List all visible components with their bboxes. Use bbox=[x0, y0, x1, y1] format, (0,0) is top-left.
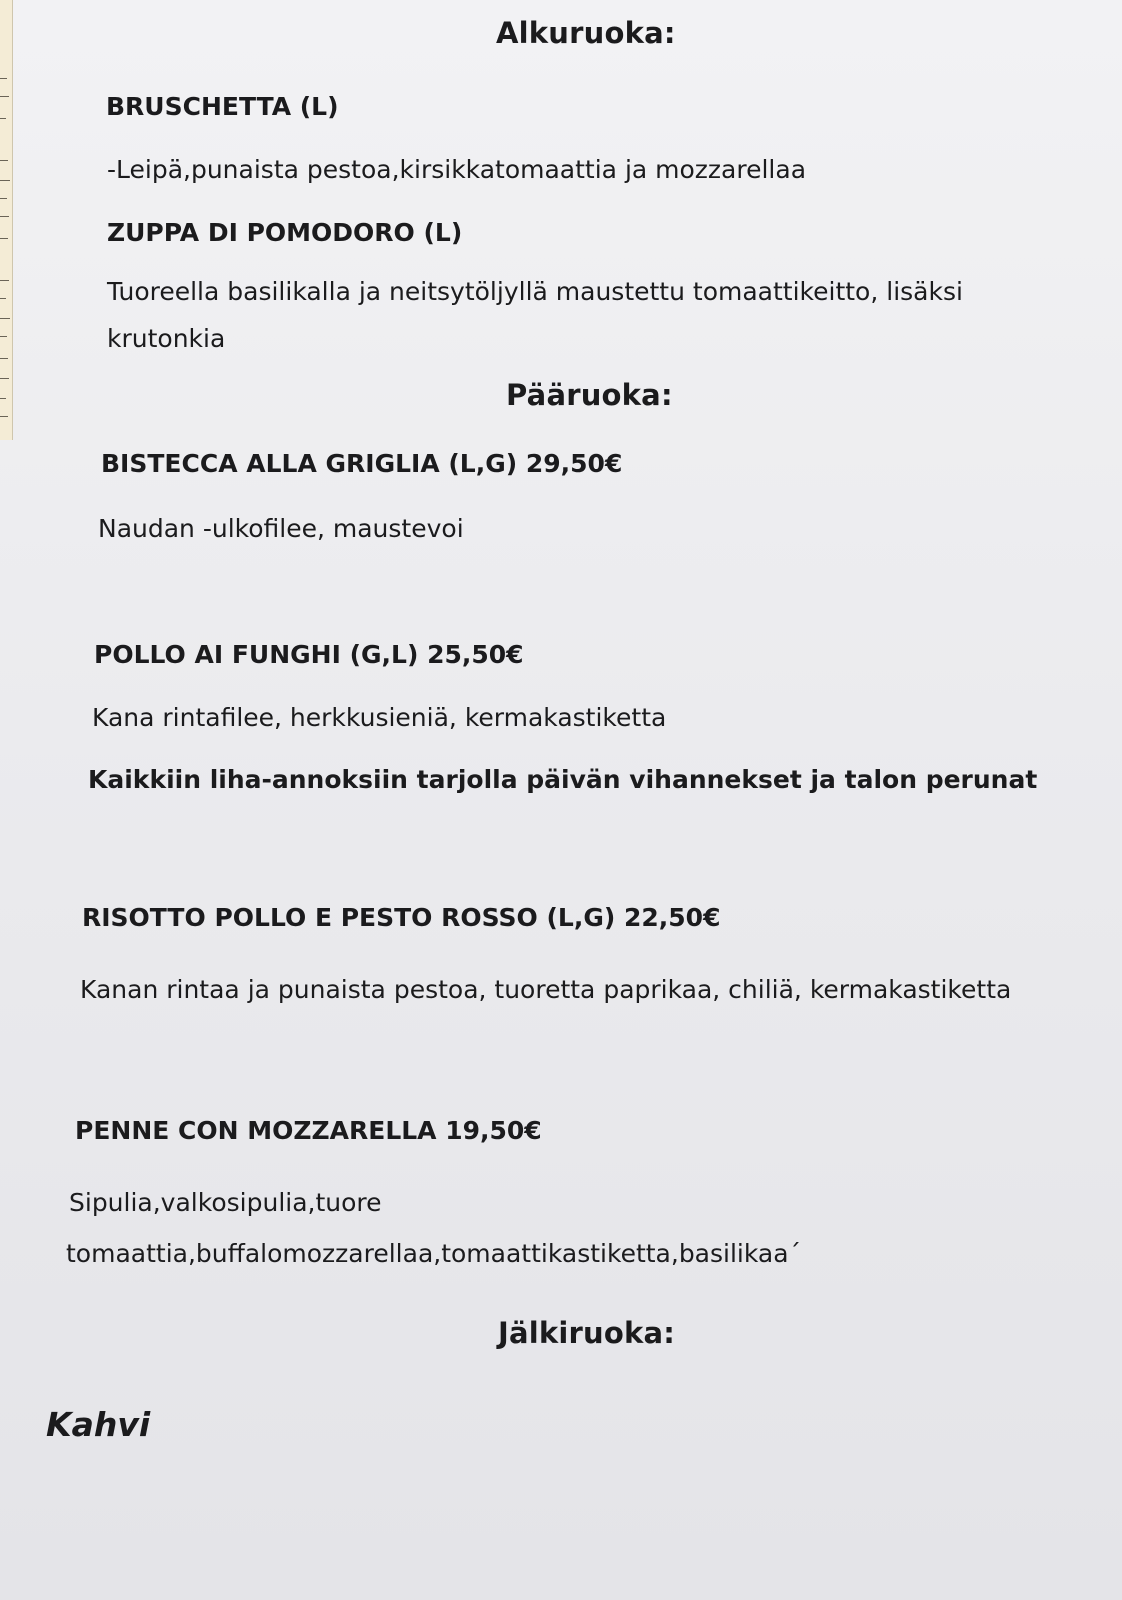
dish-description-zuppa-line-2: krutonkia bbox=[107, 324, 226, 353]
dish-description-bruschetta: -Leipä,punaista pestoa,kirsikkatomaattia ja mozzarellaa bbox=[107, 155, 807, 184]
dish-name-penne: PENNE CON MOZZARELLA 19,50€ bbox=[75, 1116, 542, 1145]
dish-description-bistecca: Naudan -ulkofilee, maustevoi bbox=[98, 514, 464, 543]
starters-heading: Alkuruoka: bbox=[496, 16, 676, 50]
dessert-heading: Jälkiruoka: bbox=[498, 1316, 676, 1350]
dish-name-risotto: RISOTTO POLLO E PESTO ROSSO (L,G) 22,50€ bbox=[82, 903, 721, 932]
dish-description-penne-line-1: Sipulia,valkosipulia,tuore bbox=[69, 1188, 382, 1217]
dish-description-pollo-ai-funghi: Kana rintafilee, herkkusieniä, kermakastiketta bbox=[92, 703, 667, 732]
dish-name-zuppa-di-pomodoro: ZUPPA DI POMODORO (L) bbox=[107, 218, 463, 247]
dish-name-bruschetta: BRUSCHETTA (L) bbox=[106, 92, 339, 121]
dessert-item-kahvi: Kahvi bbox=[46, 1405, 151, 1444]
side-dish-note: Kaikkiin liha-annoksiin tarjolla päivän vihannekset ja talon perunat bbox=[88, 765, 1038, 794]
dish-name-pollo-ai-funghi: POLLO AI FUNGHI (G,L) 25,50€ bbox=[94, 640, 524, 669]
dish-name-bistecca: BISTECCA ALLA GRIGLIA (L,G) 29,50€ bbox=[101, 449, 623, 478]
mains-heading: Pääruoka: bbox=[506, 378, 673, 412]
dish-description-zuppa-line-1: Tuoreella basilikalla ja neitsytöljyllä maustettu tomaattikeitto, lisäksi bbox=[107, 277, 963, 306]
underlying-page-edge bbox=[0, 0, 13, 440]
dish-description-penne-line-2: tomaattia,buffalomozzarellaa,tomaattikastiketta,basilikaa´ bbox=[66, 1239, 802, 1268]
dish-description-risotto: Kanan rintaa ja punaista pestoa, tuoretta paprikaa, chiliä, kermakastiketta bbox=[80, 975, 1012, 1004]
